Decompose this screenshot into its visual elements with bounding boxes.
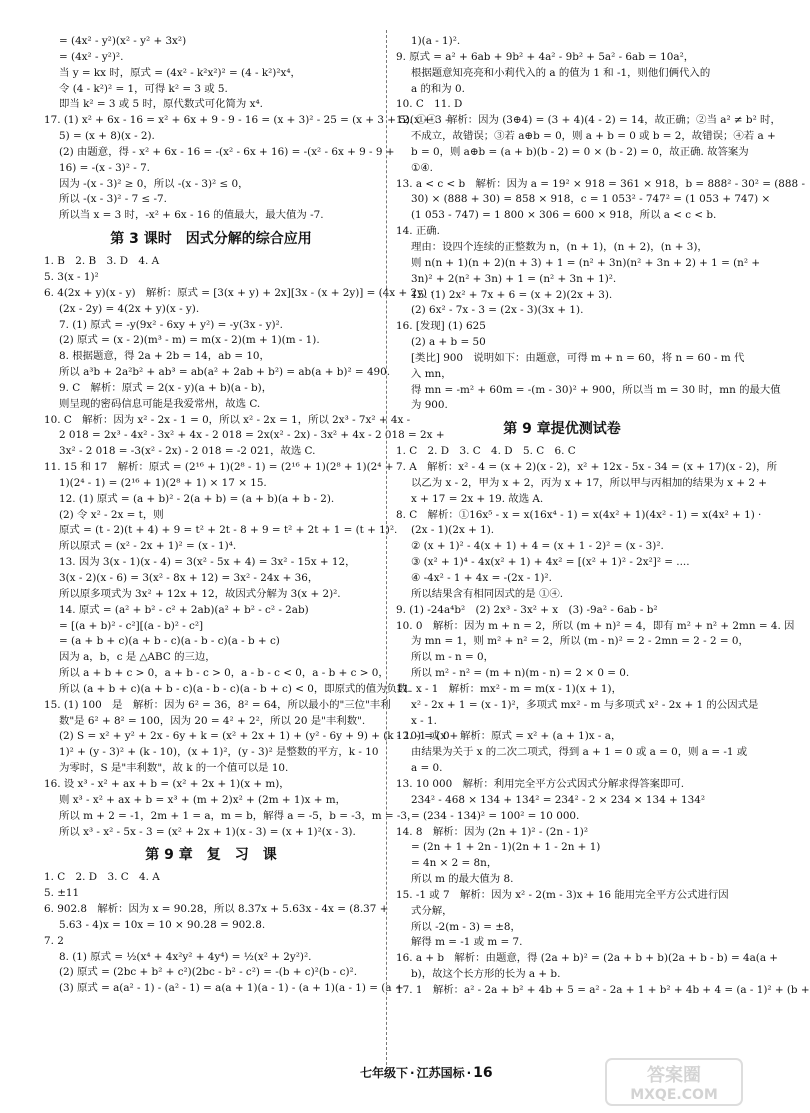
answer-line: 16. [发现] (1) 625	[396, 320, 486, 333]
answer-line: (2) 令 x² - 2x = t，则	[59, 508, 164, 521]
watermark-site: MXQE.COM	[630, 1087, 718, 1103]
answer-line: ④ -4x² - 1 + 4x = -(2x - 1)².	[411, 572, 552, 584]
answer-line: 1. C 2. D 3. C 4. D 5. C 6. C	[396, 445, 576, 458]
answer-line: 15. (1) 2x² + 7x + 6 = (x + 2)(2x + 3).	[411, 288, 613, 301]
answer-line: 14. 正确.	[396, 225, 440, 238]
answer-line: 17. 1 解析：a² - 2a + b² + 4b + 5 = a² - 2a + 1 + b² + 4b + 4 = (a - 1)² + (b +	[396, 983, 810, 996]
answer-line: 令 (4 - k²)² = 1，可得 k² = 3 或 5.	[59, 82, 228, 95]
footer-region: 江苏国标	[416, 1066, 465, 1080]
watermark-title: 答案圈	[647, 1065, 701, 1086]
answer-line: 则呈现的密码信息可能是我爱常州，故选 C.	[59, 397, 261, 410]
answer-line: = (a + b + c)(a + b - c)(a - b - c)(a - b + c)	[59, 635, 280, 648]
answer-line: (2) S = x² + y² + 2x - 6y + k = (x² + 2x + 1) + (y² - 6y + 9) + (k - 10) = (x +	[59, 730, 459, 743]
answer-line: 入 mn，	[411, 367, 452, 380]
answer-line: 14. 原式 = (a² + b² - c² + 2ab)(a² + b² - c² - 2ab)	[59, 603, 309, 616]
answer-line: 11. x - 1 解析：mx² - m = m(x - 1)(x + 1)，	[396, 682, 622, 695]
answer-line: 所以 m 的最大值为 8.	[411, 873, 514, 886]
answer-line: 8. (1) 原式 = ½(x⁴ + 4x²y² + 4y⁴) = ½(x² + 2y²)².	[59, 950, 312, 963]
answer-line: 10. 0 解析：因为 m + n = 2，所以 (m + n)² = 4，即有 m² + n² + 2mn = 4. 因	[396, 619, 795, 632]
answer-line: x² - 2x + 1 = (x - 1)²，多项式 mx² - m 与多项式 x² - 2x + 1 的公因式是	[411, 698, 759, 711]
answer-line: 7. A 解析：x² - 4 = (x + 2)(x - 2)，x² + 12x - 5x - 34 = (x + 17)(x - 2)，所	[396, 461, 777, 474]
answer-line: 所以 m² - n² = (m + n)(m - n) = 2 × 0 = 0.	[411, 667, 630, 680]
footer-dot: ·	[410, 1066, 415, 1080]
footer-grade: 七年级下	[360, 1066, 409, 1080]
answer-line: b)，故这个长方形的长为 a + b.	[411, 968, 561, 981]
answer-line: 14. 8 解析：因为 (2n + 1)² - (2n - 1)²	[396, 825, 589, 838]
answer-line: ①④.	[411, 161, 433, 174]
answer-line: 15. -1 或 7 解析：因为 x² - 2(m - 3)x + 16 能用完全平方公式进行因	[396, 888, 729, 901]
answer-line: 所以 -(x - 3)² - 7 ≤ -7.	[59, 193, 167, 206]
watermark-logo	[604, 1057, 744, 1107]
column-divider	[386, 30, 387, 1065]
answer-line: 9. (1) -24a⁴b² (2) 2x³ - 3x² + x (3) -9a² - 6ab - b²	[396, 603, 658, 616]
answer-line: 所以原式 = (x² - 2x + 1)² = (x - 1)⁴.	[59, 540, 237, 553]
answer-line: 13. 因为 3(x - 1)(x - 4) = 3(x² - 5x + 4) = 3x² - 15x + 12，	[59, 556, 356, 569]
answer-line: 234² - 468 × 134 + 134² = 234² - 2 × 234 × 134 + 134²	[411, 793, 706, 806]
answer-line: (3) 原式 = a(a² - 1) - (a² - 1) = a(a + 1)(a - 1) - (a + 1)(a - 1) = (a +	[59, 982, 404, 995]
answer-line: (2) 由题意，得 - x² + 6x - 16 = -(x² - 6x + 16) = -(x² - 6x + 9 - 9 +	[59, 145, 395, 158]
answer-line: 16. 设 x³ - x² + ax + b = (x² + 2x + 1)(x + m)，	[44, 777, 290, 790]
answer-line: 1. C 2. D 3. C 4. A	[44, 871, 160, 884]
answer-line: 8. C 解析：①16x⁵ - x = x(16x⁴ - 1) = x(4x² + 1)(4x² - 1) = x(4x² + 1) ·	[396, 508, 762, 521]
answer-line: 所以 m - n = 0，	[411, 651, 495, 664]
answer-line: 5.63 - 4)x = 10x = 10 × 90.28 = 902.8.	[59, 918, 266, 931]
answer-line: 1. B 2. B 3. D 4. A	[44, 255, 160, 268]
section-heading: 第 9 章提优测试卷	[503, 421, 621, 438]
answer-line: 11. 15 和 17 解析：原式 = (2¹⁶ + 1)(2⁸ - 1) = (2¹⁶ + 1)(2⁸ + 1)(2⁴ +	[44, 461, 394, 474]
answer-line: 解得 m = -1 或 m = 7.	[411, 936, 523, 949]
answer-line: 30) × (888 + 30) = 858 × 918，c = 1 053² - 747² = (1 053 + 747) ×	[411, 193, 771, 206]
answer-line: 得 mn = -m² + 60m = -(m - 30)² + 900，所以当 m = 30 时，mn 的最大值	[411, 383, 781, 396]
answer-line: = (234 - 134)² = 100² = 10 000.	[411, 809, 580, 822]
answer-line: [类比] 900 说明如下：由题意，可得 m + n = 60，将 n = 60 - m 代	[411, 351, 745, 364]
section-heading: 第 9 章 复 习 课	[145, 847, 277, 864]
answer-line: 5) = (x + 8)(x - 2).	[59, 130, 155, 143]
answer-line: 7. 2	[44, 934, 64, 947]
answer-line: 12. -1 或 0 解析：原式 = x² + (a + 1)x - a，	[396, 730, 622, 743]
answer-line: 由结果为关于 x 的二次二项式，得到 a + 1 = 0 或 a = 0，则 a = -1 或	[411, 746, 748, 759]
answer-line: (2x - 1)(2x + 1).	[411, 524, 495, 537]
answer-line: 12. ①④ 解析：因为 (3⊕4) = (3 + 4)(4 - 2) = 14，故正确；②当 a² ≠ b² 时，	[396, 114, 781, 127]
answer-line: 10. C 11. D	[396, 98, 463, 111]
answer-line: = (4x² - y²)(x² - y² + 3x²)	[59, 35, 187, 47]
answer-line: 为 mn = 1，则 m² + n² = 2，所以 (m - n)² = 2 - 2mn = 2 - 2 = 0，	[411, 635, 749, 648]
answer-line: 所以原多项式为 3x² + 12x + 12，故因式分解为 3(x + 2)².	[59, 587, 341, 600]
answer-line: 原式 = (t - 2)(t + 4) + 9 = t² + 2t - 8 + 9 = t² + 2t + 1 = (t + 1)².	[59, 524, 398, 537]
answer-line: 所以 a³b + 2a²b² + ab³ = ab(a² + 2ab + b²) = ab(a + b)² = 490.	[59, 366, 391, 379]
answer-line: 6. 4(2x + y)(x - y) 解析：原式 = [3(x + y) + 2x][3x - (x + 2y)] = (4x + 2y) ·	[44, 286, 434, 299]
answer-line: 当 y = kx 时，原式 = (4x² - k²x²)² = (4 - k²)²x⁴，	[59, 66, 301, 79]
answer-line: 7. (1) 原式 = -y(9x² - 6xy + y²) = -y(3x - y)².	[59, 318, 283, 331]
answer-line: 即当 k² = 3 或 5 时，原代数式可化简为 x⁴.	[59, 98, 263, 111]
answer-line: 15. (1) 100 是 解析：因为 6² = 36，8² = 64，所以最小的"三位"丰利	[44, 698, 391, 711]
answer-line: x + 17 = 2x + 19. 故选 A.	[411, 492, 544, 505]
answer-line: 3n)² + 2(n² + 3n) + 1 = (n² + 3n + 1)².	[411, 272, 617, 285]
answer-line: 1)(a - 1)².	[411, 35, 461, 47]
answer-line: (1 053 - 747) = 1 800 × 306 = 600 × 918，所以 a < c < b.	[411, 209, 717, 222]
answer-line: 2 018 = 2x³ - 4x² - 3x² + 4x - 2 018 = 2x(x² - 2x) - 3x² + 4x - 2 018 = 2x +	[59, 429, 445, 442]
answer-line: 3(x - 2)(x - 6) = 3(x² - 8x + 12) = 3x² - 24x + 36，	[59, 572, 319, 584]
answer-line: x - 1.	[411, 714, 437, 727]
answer-line: 13. 10 000 解析：利用完全平方公式因式分解求得答案即可.	[396, 777, 685, 790]
answer-line: 则 x³ - x² + ax + b = x³ + (m + 2)x² + (2m + 1)x + m，	[59, 793, 346, 806]
answer-line: 为零时，S 是"丰利数"，故 k 的一个值可以是 10.	[59, 762, 289, 775]
answer-line: 12. (1) 原式 = (a + b)² - 2(a + b) = (a + b)(a + b - 2).	[59, 492, 335, 505]
answer-line: 10. C 解析：因为 x² - 2x - 1 = 0，所以 x² - 2x = 1，所以 2x³ - 7x² + 4x -	[44, 413, 411, 426]
answer-line: 所以当 x = 3 时，-x² + 6x - 16 的值最大，最大值为 -7.	[59, 209, 324, 222]
answer-line: 所以 x³ - x² - 5x - 3 = (x² + 2x + 1)(x - 3) = (x + 1)²(x - 3).	[59, 825, 356, 838]
answer-line: 17. (1) x² + 6x - 16 = x² + 6x + 9 - 9 - 16 = (x + 3)² - 25 = (x + 3 + 5)(x + 3 -	[44, 114, 449, 127]
answer-line: 所以 m + 2 = -1，2m + 1 = a，m = b，解得 a = -5，b = -3，m = -3，	[59, 809, 418, 822]
answer-line: ② (x + 1)² - 4(x + 1) + 4 = (x + 1 - 2)² = (x - 3)².	[411, 540, 664, 553]
answer-line: 9. C 解析：原式 = 2(x - y)(a + b)(a - b)，	[59, 381, 273, 394]
answer-line: 则 n(n + 1)(n + 2)(n + 3) + 1 = (n² + 3n)(n² + 3n + 2) + 1 = (n² +	[411, 256, 761, 269]
answer-line: 因为 -(x - 3)² ≥ 0，所以 -(x - 3)² ≤ 0，	[59, 177, 249, 190]
answer-line: 5. ±11	[44, 887, 80, 900]
answer-line: 8. 根据题意，得 2a + 2b = 14，ab = 10，	[59, 350, 270, 363]
answer-line: a = 0.	[411, 762, 443, 775]
answer-line: (2) 原式 = (2bc + b² + c²)(2bc - b² - c²) = -(b + c)²(b - c)².	[59, 966, 357, 979]
answer-line: 式分解，	[411, 904, 453, 917]
answer-line: a 的和为 0.	[411, 82, 465, 95]
answer-line: (2x - 2y) = 4(2x + y)(x - y).	[59, 302, 200, 315]
answer-line: (2) 原式 = (x - 2)(m³ - m) = m(x - 2)(m + 1)(m - 1).	[59, 334, 320, 347]
answer-line: ③ (x² + 1)⁴ - 4x(x² + 1) + 4x² = [(x² + 1)² - 2x²]² = ....	[411, 556, 690, 569]
answer-line: 所以 a + b + c > 0，a + b - c > 0，a - b - c < 0，a - b + c > 0，	[59, 667, 389, 680]
answer-line: 1)² + (y - 3)² + (k - 10)，(x + 1)²，(y - 3)² 是整数的平方，k - 10	[59, 746, 379, 759]
answer-line: 所以 (a + b + c)(a + b - c)(a - b - c)(a - b + c) < 0，即原式的值为负数.	[59, 682, 411, 695]
answer-line: 以乙为 x - 2，甲为 x + 2，丙为 x + 17，所以甲与丙相加的结果为 x + 2 +	[411, 476, 767, 489]
answer-line: = [(a + b)² - c²][(a - b)² - c²]	[59, 619, 204, 632]
answer-line: 所以结果含有相同因式的是 ①④.	[411, 587, 564, 600]
answer-line: = (4x² - y²)².	[59, 50, 124, 63]
answer-line: 数"是 6² + 8² = 100，因为 20 = 4² + 2²，所以 20 是"丰利数".	[59, 714, 366, 727]
answer-line: 16) = -(x - 3)² - 7.	[59, 161, 150, 174]
answer-line: (2) a + b = 50	[411, 336, 486, 349]
answer-line: 1)(2⁴ - 1) = (2¹⁶ + 1)(2⁸ + 1) × 17 × 15.	[59, 476, 267, 489]
answer-line: 16. a + b 解析：由题意，得 (2a + b)² = (2a + b + b)(2a + b - b) = 4a(a +	[396, 952, 779, 965]
answer-line: = 4n × 2 = 8n，	[411, 857, 498, 870]
page-footer	[360, 1064, 493, 1081]
answer-line: 5. 3(x - 1)²	[44, 270, 99, 283]
answer-line: 为 900.	[411, 399, 448, 412]
answer-line: 9. 原式 = a² + 6ab + 9b² + 4a² - 9b² + 5a² - 6ab = 10a²，	[396, 50, 695, 63]
answer-line: 13. a < c < b 解析：因为 a = 19² × 918 = 361 × 918，b = 888² - 30² = (888 -	[396, 177, 805, 190]
answer-line: 不成立，故错误；③若 a⊕b = 0，则 a + b = 0 或 b = 2，故错误；④若 a +	[411, 130, 776, 143]
answer-line: (2) 6x² - 7x - 3 = (2x - 3)(3x + 1).	[411, 304, 584, 317]
answer-line: 因为 a，b，c 是 △ABC 的三边，	[59, 651, 216, 664]
answer-line: 理由：设四个连续的正整数为 n，(n + 1)，(n + 2)，(n + 3)，	[411, 240, 708, 253]
answer-line: = (2n + 1 + 2n - 1)(2n + 1 - 2n + 1)	[411, 841, 601, 854]
answer-line: 3x² - 2 018 = -3(x² - 2x) - 2 018 = -2 021，故选 C.	[59, 445, 316, 458]
answer-line: 根据题意知亮亮和小莉代入的 a 的值为 1 和 -1，则他们俩代入的	[411, 66, 711, 79]
page-number: 16	[473, 1065, 493, 1081]
answer-line: 所以 -2(m - 3) = ±8，	[411, 920, 521, 933]
right-column	[396, 34, 810, 999]
section-heading: 第 3 课时 因式分解的综合应用	[110, 231, 312, 248]
answer-line: 6. 902.8 解析：因为 x = 90.28，所以 8.37x + 5.63x - 4x = (8.37 +	[44, 903, 389, 916]
footer-dot-2: ·	[466, 1066, 472, 1080]
answer-line: b = 0，则 a⊕b = (a + b)(b - 2) = 0 × (b - 2) = 0，故正确. 故答案为	[411, 145, 749, 158]
